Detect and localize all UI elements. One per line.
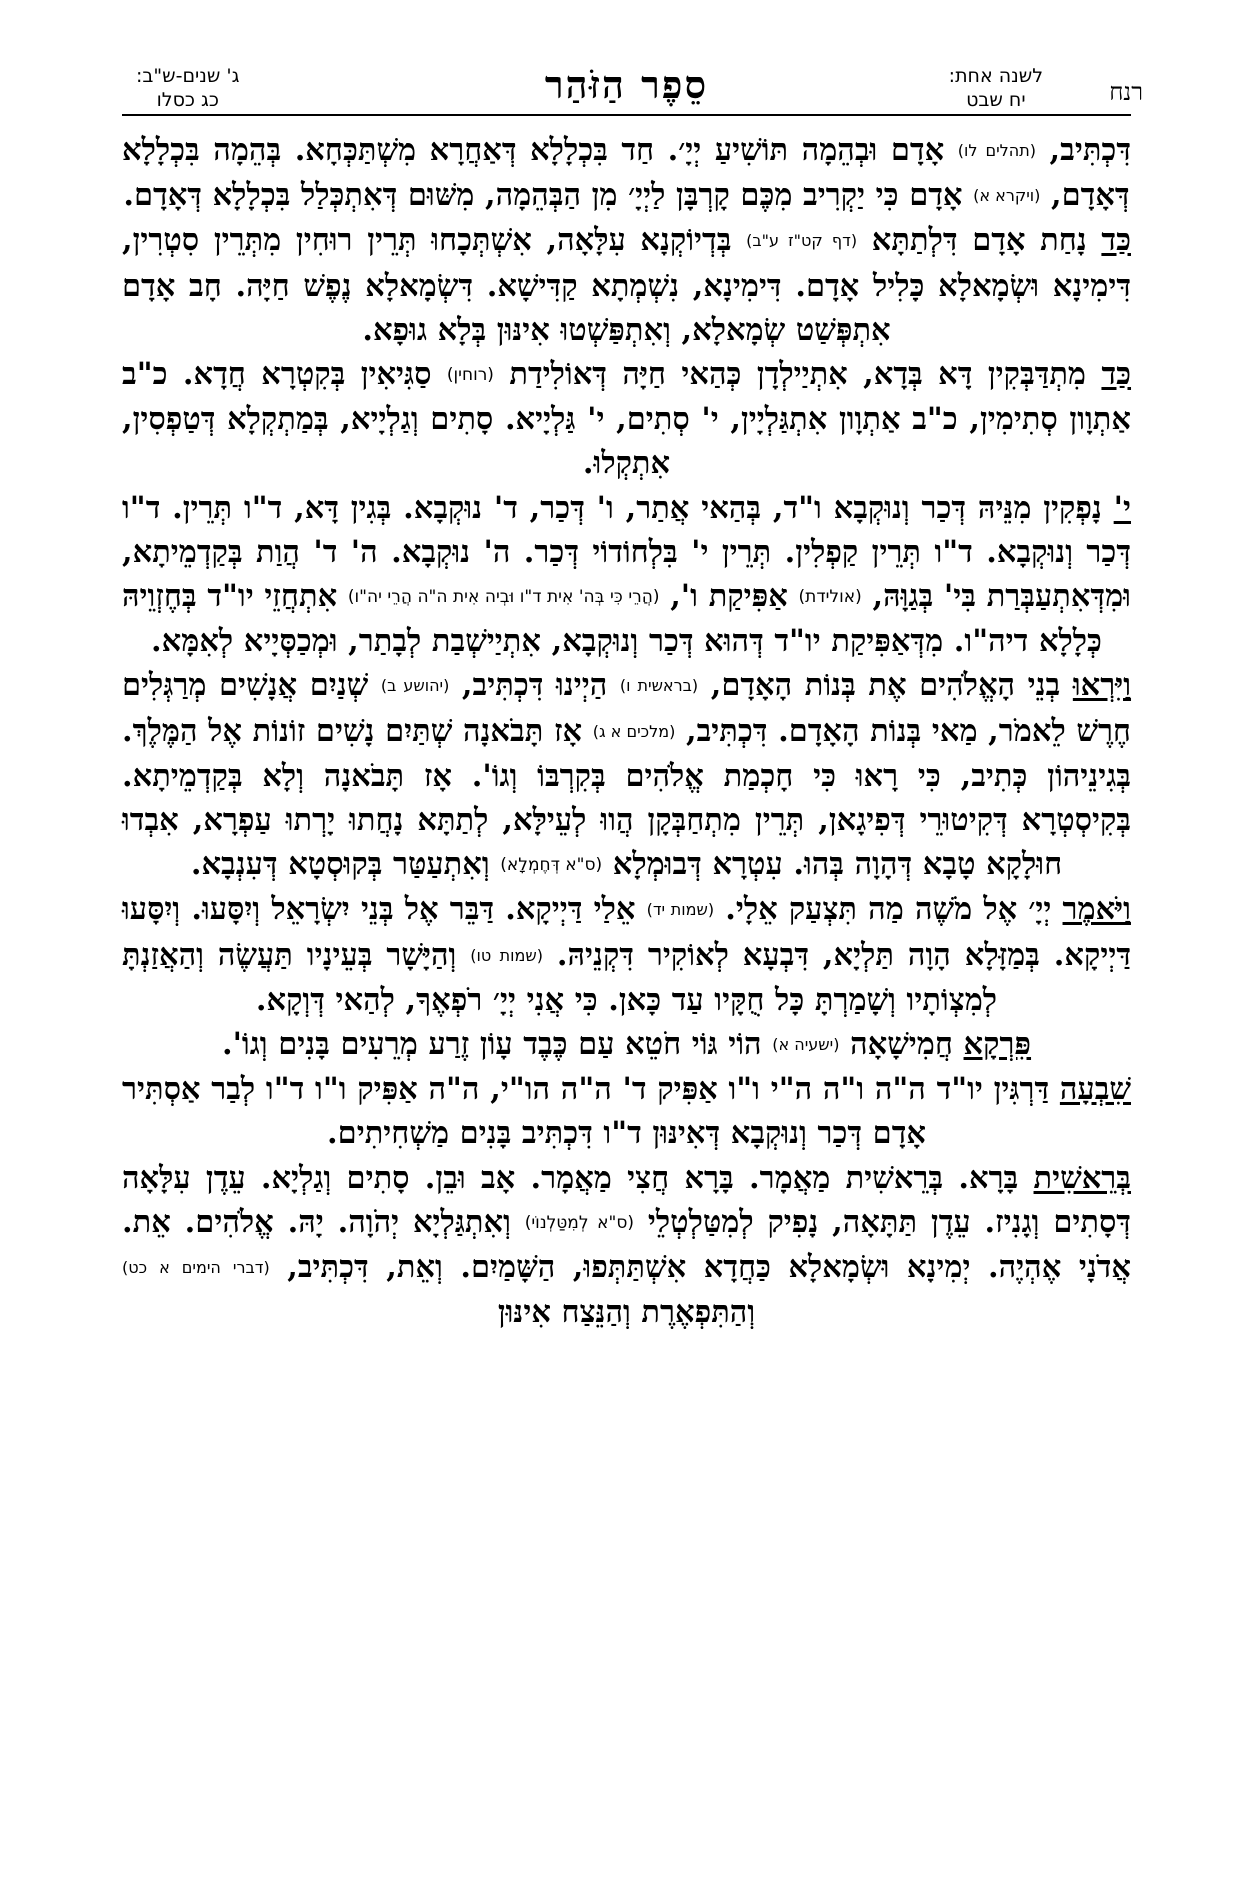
scripture-reference: (יהושע ב) [380,676,450,696]
page-header [122,62,1143,116]
text-run: וְאִתְגַּלְיָא יְהֹוָה. יָהּ. אֱלֹהִים. אֵת. אֲדֹנָי אֶהְיֶה. יְמִינָא וּשְׂמָאלָא כַּחֲדָא אִשְׁתַּתְּפוּ, הַשָּׁמַיִם. וְאֵת, דִּכְתִּיב, [122,1203,1131,1286]
variant-reading-note: (רוחין) [446,365,494,386]
book-title: סֵפֶר הַזֹּהַר [544,62,709,107]
text-paragraph [122,663,1131,887]
scripture-reference: (דף קט"ז ע"ב) [746,231,858,251]
text-run: בָּרָא. בְּרֵאשִׁית מַאֲמָר. בָּרָא חֲצִי מַאֲמָר. אָב וּבֵן. סָתִים וְגַלְיָא. עֵדֶן עִלָּאָה דְּסָתִים וְגָנִיז. עֵדֶן תַּתָּאָה, נָפִיק לְמִטַּלְטְלֵי [122,1159,1131,1240]
page-number: רנח [1109,78,1143,106]
paragraph-opening-word: כַּד [1101,222,1131,259]
scripture-reference: (בראשית ו) [619,676,699,696]
text-run: דִּכְתִּיב, [1035,132,1131,168]
variant-reading-note: (הֲרֵי כִּי בְּה' אִית ד"ו וּבְיה אִית ה"ה הֲרֵי יה"ו) [347,587,660,608]
variant-reading-note: (ס"א לְמִטַּלְנוֹי) [524,1212,635,1233]
text-paragraph [122,1022,1131,1067]
text-run: אִתְחֲזֵי יו"ד בְּחֶזְוֵיהּ כְּלָלָא דיה"ו. מִדְּאַפִּיקַת יו"ד דְּהוּא דְּכַר וְנוּקְבָא, אִתְיַישְׁבַת לְבָתַר, וּמְכַסְּיָיא לְאִמָּא. [122,578,1102,660]
text-run: בְנֵי הָאֱלֹהִים אֶת בְּנוֹת הָאָדָם, [698,667,1073,704]
paragraph-opening-word: וַיִּרְאוּ [1072,667,1132,704]
scripture-reference: (דברי הימים א כט) [122,1258,270,1278]
text-run: וְהַתִּפְאֶרֶת וְהַנֵּצַח אִינּוּן [497,1294,756,1331]
paragraph-opening-word: פִּרְקָא [963,1026,1032,1063]
paragraph-opening-word: וַיֹּאמֶר [1062,891,1131,928]
schedule-date: יח שבט [966,89,1026,111]
text-run: וְהַיָּשָׁר בְּעֵינָיו תַּעֲשֶׂה וְהַאֲזַנְתָּ לְמִצְוֹתָיו וְשָׁמַרְתָּ כָּל חֻקָּיו עַד כָּאן. כִּי אֲנִי יְיָ׳ רֹפְאֶךָ, לְהַאי דְּוְקָא. [122,936,998,1018]
text-run: אָדָם כִּי יַקְרִיב מִכֶּם קָרְבָּן לַיְיָ׳ מִן הַבְּהֵמָה, מִשּׁוּם דְּאִתְכְּלַל בִּכְלָלָא דְּאָדָם. [123,177,974,214]
text-paragraph [122,1067,1131,1155]
text-run: בְּדְיוֹקְנָא עִלָּאָה, אִשְׁתְּכָחוּ תְּרֵין רוּחִין מִתְּרֵין סִטְרִין, דִּימִינָא וּשְׂמָאלָא כָּלִיל אָדָם. דִּימִינָא, נִשְׁמְתָא קַדִּישָׁא. דִּשְׂמָאלָא נֶפֶשׁ חַיָּה. חָב אָדָם אִתְפְּשַׁט שְׂמָאלָא, וְאִתְפַּשְׁטוּ אִינּוּן בְּלָא גוּפָא. [122,222,1131,348]
text-paragraph [122,128,1131,218]
text-run: אַפִּיקַת ו', [659,578,799,615]
text-run: דַּרְגִּין יו"ד ה"ה ו"ה ה"י ו"ו אַפִּיק ד' ה"ה הו"י, ה"ה אַפִּיק ו"ו ד"ו לְבַר אַסְתִּיר אָדָם דְּכַר וְנוּקְבָא דְּאִינּוּן ד"ו דִּכְתִּיב בָּנִים מַשְׁחִיתִים. [122,1071,1060,1152]
scripture-reference: (ישעיה א) [772,1035,840,1055]
paragraph-opening-word: בְּרֵאשִׁית [1033,1159,1131,1196]
schedule-date: כג כסלו [156,89,219,111]
text-paragraph [122,486,1131,664]
text-paragraph [122,1156,1131,1335]
text-run: אָדָם וּבְהֵמָה תּוֹשִׁיעַ יְיָ׳. חַד בִּכְלָלָא דְּאַחֲרָא מִשְׁתַּכְּחָא. בְּהֵמָה בִּכְלָלָא דְּאָדָם, [122,132,1130,214]
text-run: שְׁנַיִם אֲנָשִׁים מְרַגְּלִים חֶרֶשׁ לֵאמֹר, מַאי בְּנוֹת הָאָדָם. דִּכְתִּיב, [122,667,1131,749]
text-run: מִתְדַּבְּקִין דָּא בְּדָא, אִתְיַילְדָן כְּהַאי חַיָּה דְּאוֹלִידַת [493,356,1102,393]
schedule-label: ג' שנים-ש"ב: [136,65,240,87]
scripture-reference: (שמות טו) [470,945,543,965]
schedule-label: לשנה אחת: [948,65,1043,87]
paragraph-opening-word: שִׁבְעָה [1059,1071,1131,1108]
text-run: סַגִּיאִין בְּקִטְרָא חֲדָא. כ"ב אַתְוָון סְתִימִין, כ"ב אַתְוָון אִתְגַּלְיָין, י' סְתִים, י' גַּלְיָיא. סָתִים וְגַלְיָיא, בְּמַתְקְלָא דְּטַפְסִין, אִתְקְלוּ. [122,356,1131,482]
text-paragraph [122,887,1131,1022]
scripture-reference: (תהלים לו) [957,141,1036,160]
scripture-reference: (מלכים א ג) [592,721,676,741]
paragraph-opening-word: כַּד [1101,356,1132,393]
text-paragraph [122,218,1131,352]
text-run: אֵלַי דַּיְיקָא. דַּבֵּר אֶל בְּנֵי יִשְׂרָאֵל וְיִסָּעוּ. וְיִסָּעוּ דַּיְיקָא. בְּמַזָּלָא הָוָה תַּלְיָא, דִּבְעָא לְאוֹקִיר דִּקְנֵיהּ. [122,891,1131,973]
variant-reading-note: (אולידת) [798,587,862,608]
text-run: הוֹי גּוֹי חֹטֵא עַם כֶּבֶד עָוֹן זֶרַע מְרֵעִים בָּנִים וְגוֹ'. [221,1026,773,1063]
text-run: חֲמִישָׁאָה [839,1026,964,1063]
text-run: נָחַת אָדָם דִּלְתַתָּא [857,222,1102,259]
scripture-reference: (ויקרא א) [973,186,1041,206]
variant-reading-note: (ס"א דְּחֶמְלָא) [500,855,603,876]
text-run: נָפְקִין מִנֵּיהּ דְּכַר וְנוּקְבָא ו"ד, בְּהַאי אֲתַר, ו' דְּכַר, ד' נוּקְבָא. בְּגִין דָּא, ד"ו תְּרֵין. ד"ו דְּכַר וְנוּקְבָא. ד"ו תְּרֵין קַפְלִין. תְּרֵין י' בִּלְחוֹדוֹי דְּכַר. ה' נוּקְבָא. ה' ד' הֲוַת בְּקַדְמֵיתָא, וּמִדְּאִתְעַבְּרַת בִּי' בְּגַוָּהּ, [122,489,1131,615]
text-run: יְיָ׳ אֶל מֹשֶׁה מַה תִּצְעַק אֵלָי. [714,891,1063,928]
text-run: וְאִתְעַטַּר בְּקוּסְטָא דְּעִנְבָא. [190,846,501,883]
scripture-reference: (שמות יד) [646,900,715,920]
text-paragraph [122,352,1131,486]
text-run: אָז תָּבֹאנָה שְׁתַּיִם נָשִׁים זוֹנוֹת אֶל הַמֶּלֶךְ. בְּגִינֵיהוֹן כְּתִיב, כִּי רָאוּ כִּי חָכְמַת אֱלֹהִים בְּקִרְבּוֹ וְגוֹ'. אָז תָּבֹאנָה וְלָא בְּקַדְמֵיתָא. בְּקִיסְטְרָא דְּקִיטוּרֵי דְּפִיגָאן, תְּרֵין מִתְחַבְּקָן הֲווּ לְעֵילָּא, לְתַתָּא נָחֲתוּ יָרְתוּ עַפְרָא, אִבְדוּ חוּלָקָא טָבָא דְּהָוָה בְּהוּ. עִטְרָא דְּבוּמְלָא [122,712,1131,883]
paragraph-opening-word: י' [1113,489,1131,526]
text-run: הַיְינוּ דִּכְתִּיב, [449,667,620,704]
daily-schedule-three-years [136,64,239,112]
main-text [122,128,1131,1334]
